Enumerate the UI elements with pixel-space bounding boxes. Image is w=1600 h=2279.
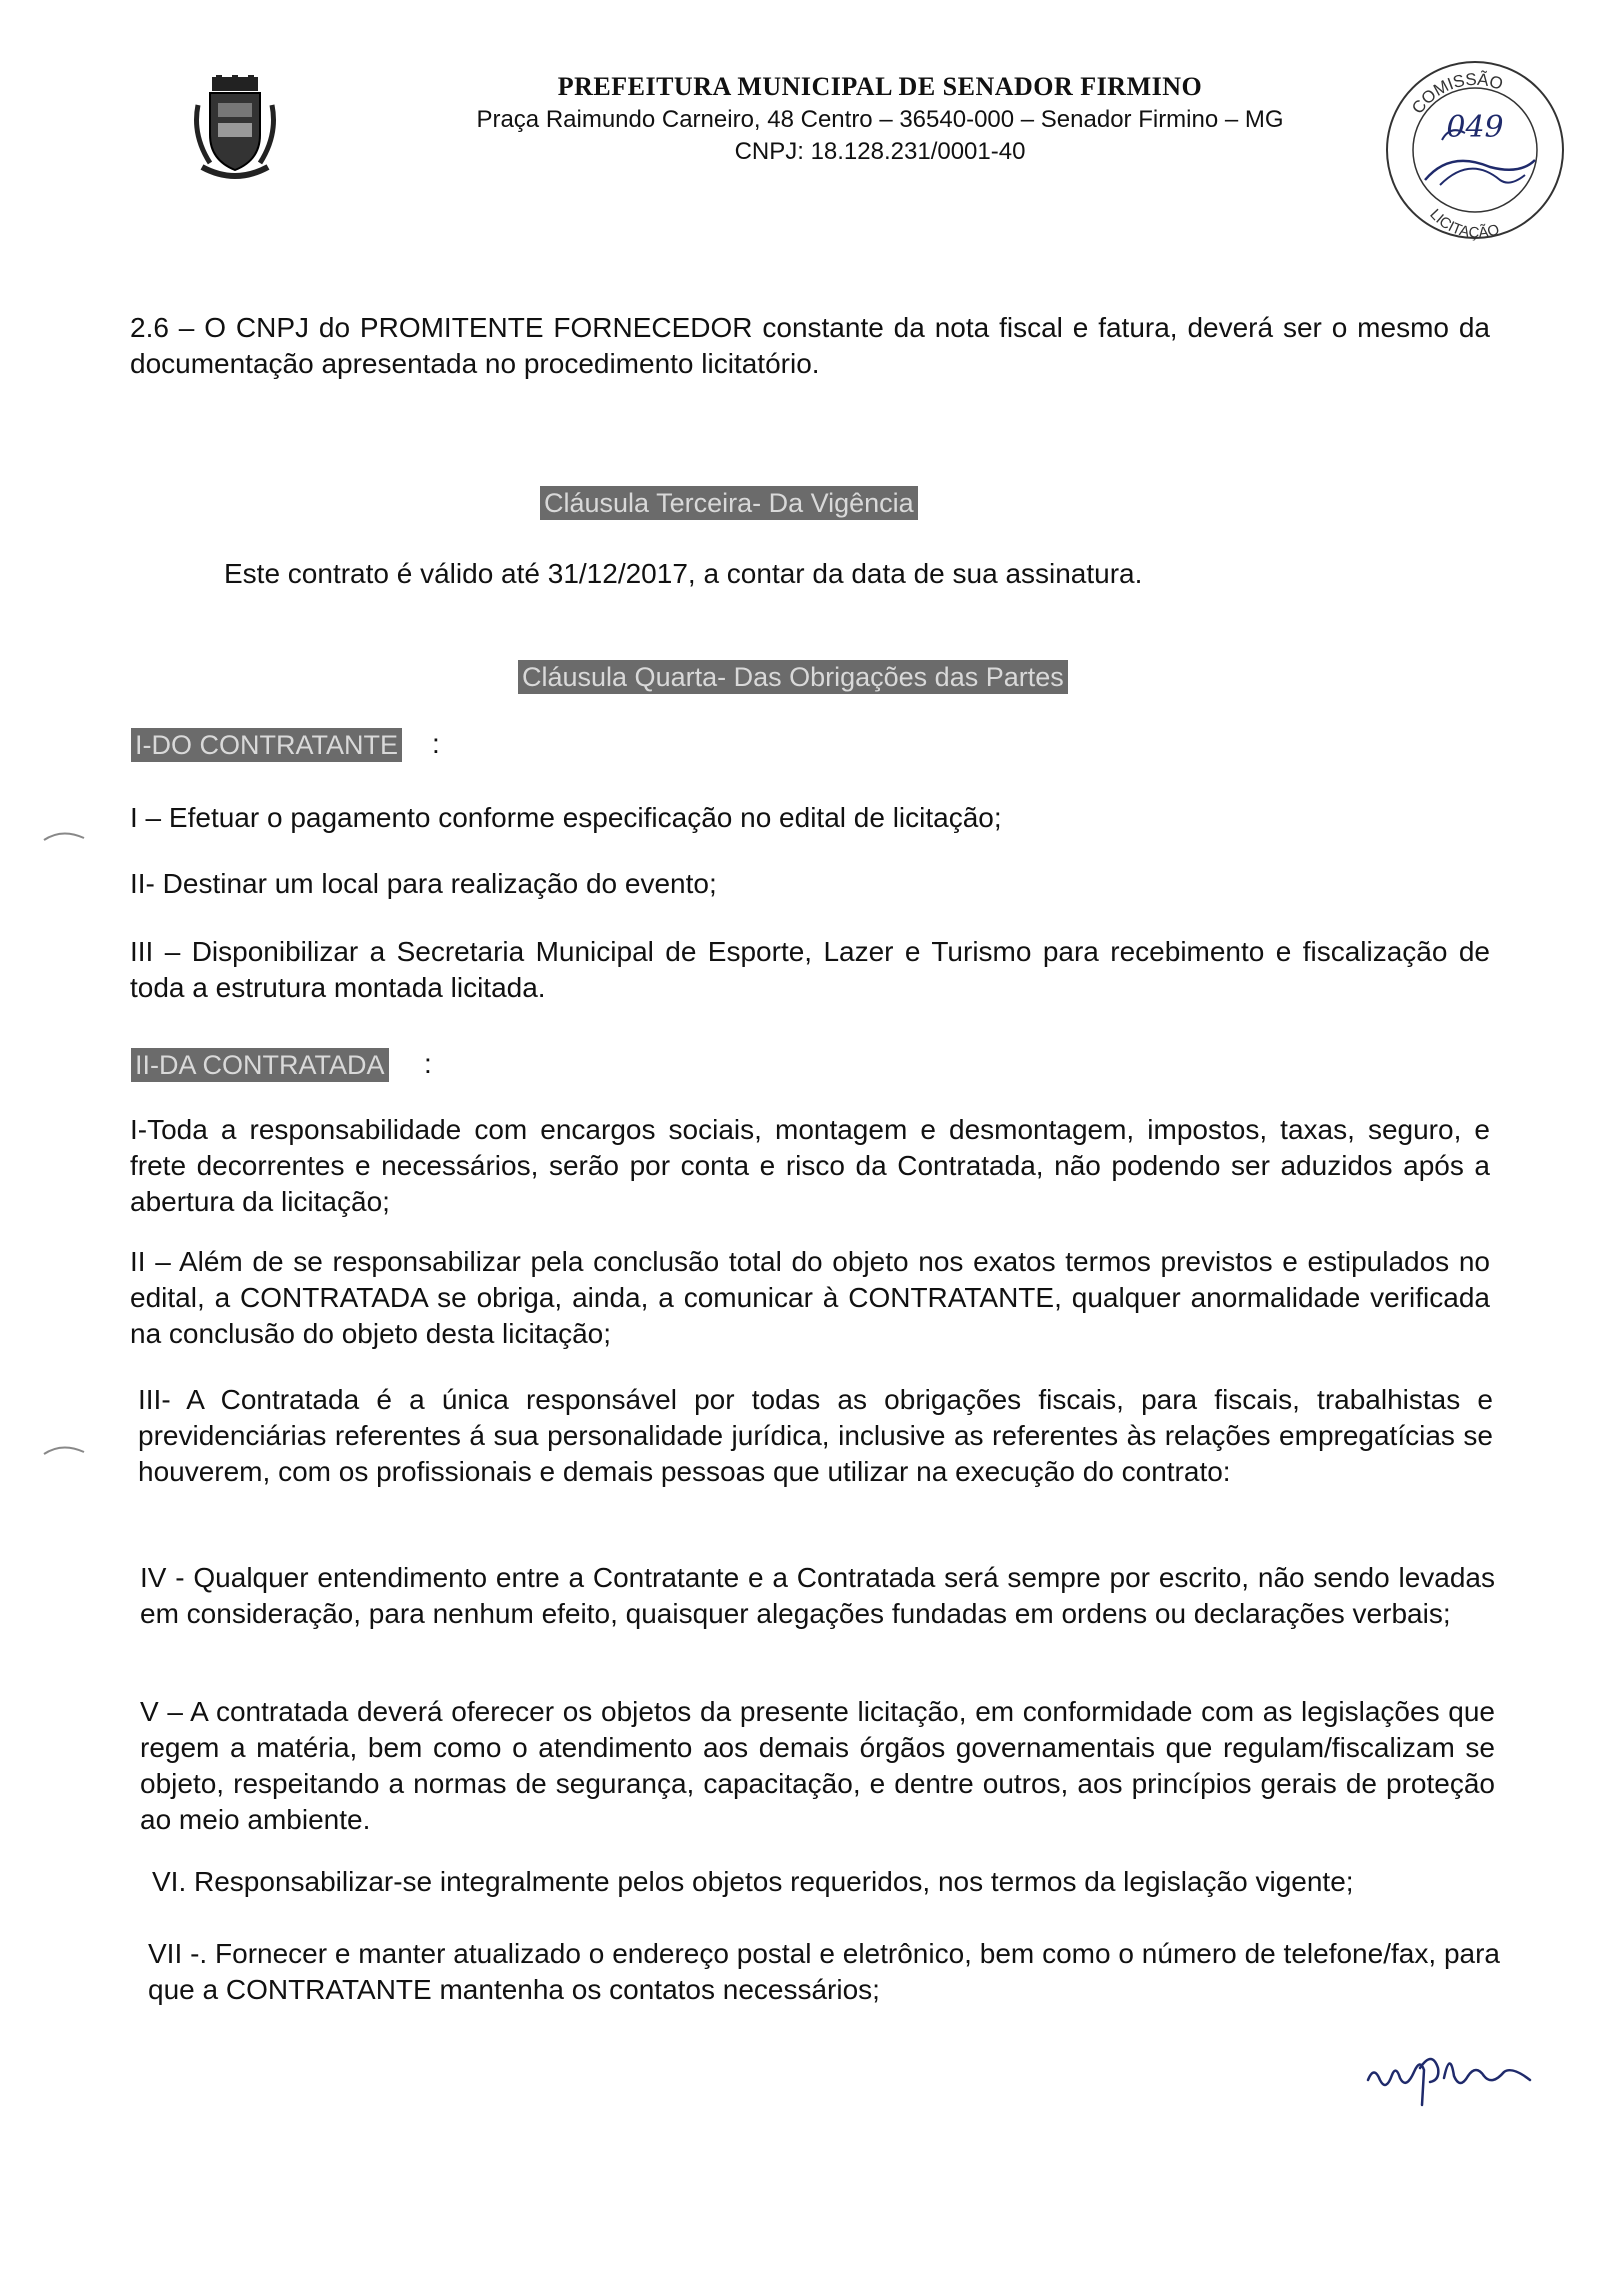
letterhead-title: PREFEITURA MUNICIPAL DE SENADOR FIRMINO xyxy=(557,72,1203,101)
contratada-item-2: II – Além de se responsabilizar pela conclusão total do objeto nos exatos termos previstos e estipulados no edital, a CONTRATADA se obriga, ainda, a comunicar à CONTRATANTE, qualquer anormalidade verificada na conclusão do objeto desta licitação; xyxy=(130,1246,1490,1349)
contratante-heading: I-DO CONTRATANTE xyxy=(131,728,402,762)
contratada-item-7: VII -. Fornecer e manter atualizado o endereço postal e eletrônico, bem como o número de telefone/fax, para que a CONTRATANTE mantenha os contatos necessários; xyxy=(148,1938,1500,2005)
margin-pencil-mark xyxy=(40,826,90,846)
clause-4-heading: Cláusula Quarta- Das Obrigações das Partes xyxy=(518,660,1068,694)
contratada-item-4: IV - Qualquer entendimento entre a Contratante e a Contratada será sempre por escrito, não sendo levadas em consideração, para nenhum efeito, quaisquer alegações fundadas em ordens ou declarações verbais; xyxy=(140,1562,1495,1629)
contratada-item-6: VI. Responsabilizar-se integralmente pelos objetos requeridos, nos termos da legislação vigente; xyxy=(152,1866,1354,1897)
stamp-number: 049 xyxy=(1446,110,1504,145)
margin-pencil-mark xyxy=(40,1440,90,1460)
commission-stamp xyxy=(1380,55,1570,245)
stamp-bottom-text: LICITAÇÃO xyxy=(1426,205,1502,242)
contratada-item-1: I-Toda a responsabilidade com encargos sociais, montagem e desmontagem, impostos, taxas, seguro, e frete decorrentes e necessários, serão por conta e risco da Contratada, não podendo ser aduzidos após a abertura da licitação; xyxy=(130,1114,1490,1217)
letterhead-cnpj: CNPJ: 18.128.231/0001-40 xyxy=(734,138,1026,165)
contratante-item-3: III – Disponibilizar a Secretaria Municipal de Esporte, Lazer e Turismo para recebimento e fiscalização de toda a estrutura montada licitada. xyxy=(130,936,1490,1003)
contratante-item-1: I – Efetuar o pagamento conforme especificação no edital de licitação; xyxy=(130,802,1002,833)
contratada-item-3: III- A Contratada é a única responsável por todas as obrigações fiscais, para fiscais, trabalhistas e previdenciárias referentes á sua personalidade jurídica, inclusive as referentes às relações empregatícias se houverem, com os profissionais e demais pessoas que utilizar na execução do contrato: xyxy=(138,1384,1493,1487)
contratante-item-2: II- Destinar um local para realização do evento; xyxy=(130,868,717,899)
clause-3-heading: Cláusula Terceira- Da Vigência xyxy=(540,486,918,520)
contratada-heading: II-DA CONTRATADA xyxy=(131,1048,389,1082)
letterhead xyxy=(380,72,1380,166)
contratada-item-5: V – A contratada deverá oferecer os objetos da presente licitação, em conformidade com as legislações que regem a matéria, bem como o atendimento aos demais órgãos governamentais que regulam/fiscalizam se objeto, respeitando a normas de segurança, capacitação, e dentre outros, aos princípios gerais de proteção ao meio ambiente. xyxy=(140,1696,1495,1835)
clause-3-text: Este contrato é válido até 31/12/2017, a contar da data de sua assinatura. xyxy=(224,558,1143,589)
contratante-colon: : xyxy=(432,728,440,759)
clause-2-6: 2.6 – O CNPJ do PROMITENTE FORNECEDOR constante da nota fiscal e fatura, deverá ser o mesmo da documentação apresentada no procedimento licitatório. xyxy=(130,312,1490,379)
contratada-colon: : xyxy=(424,1048,432,1079)
letterhead-address: Praça Raimundo Carneiro, 48 Centro – 36540-000 – Senador Firmino – MG xyxy=(476,106,1284,133)
municipal-crest-icon xyxy=(190,75,280,185)
handwritten-initials xyxy=(1360,2020,1540,2110)
stamp-top-text: COMISSÃO xyxy=(1408,69,1506,118)
